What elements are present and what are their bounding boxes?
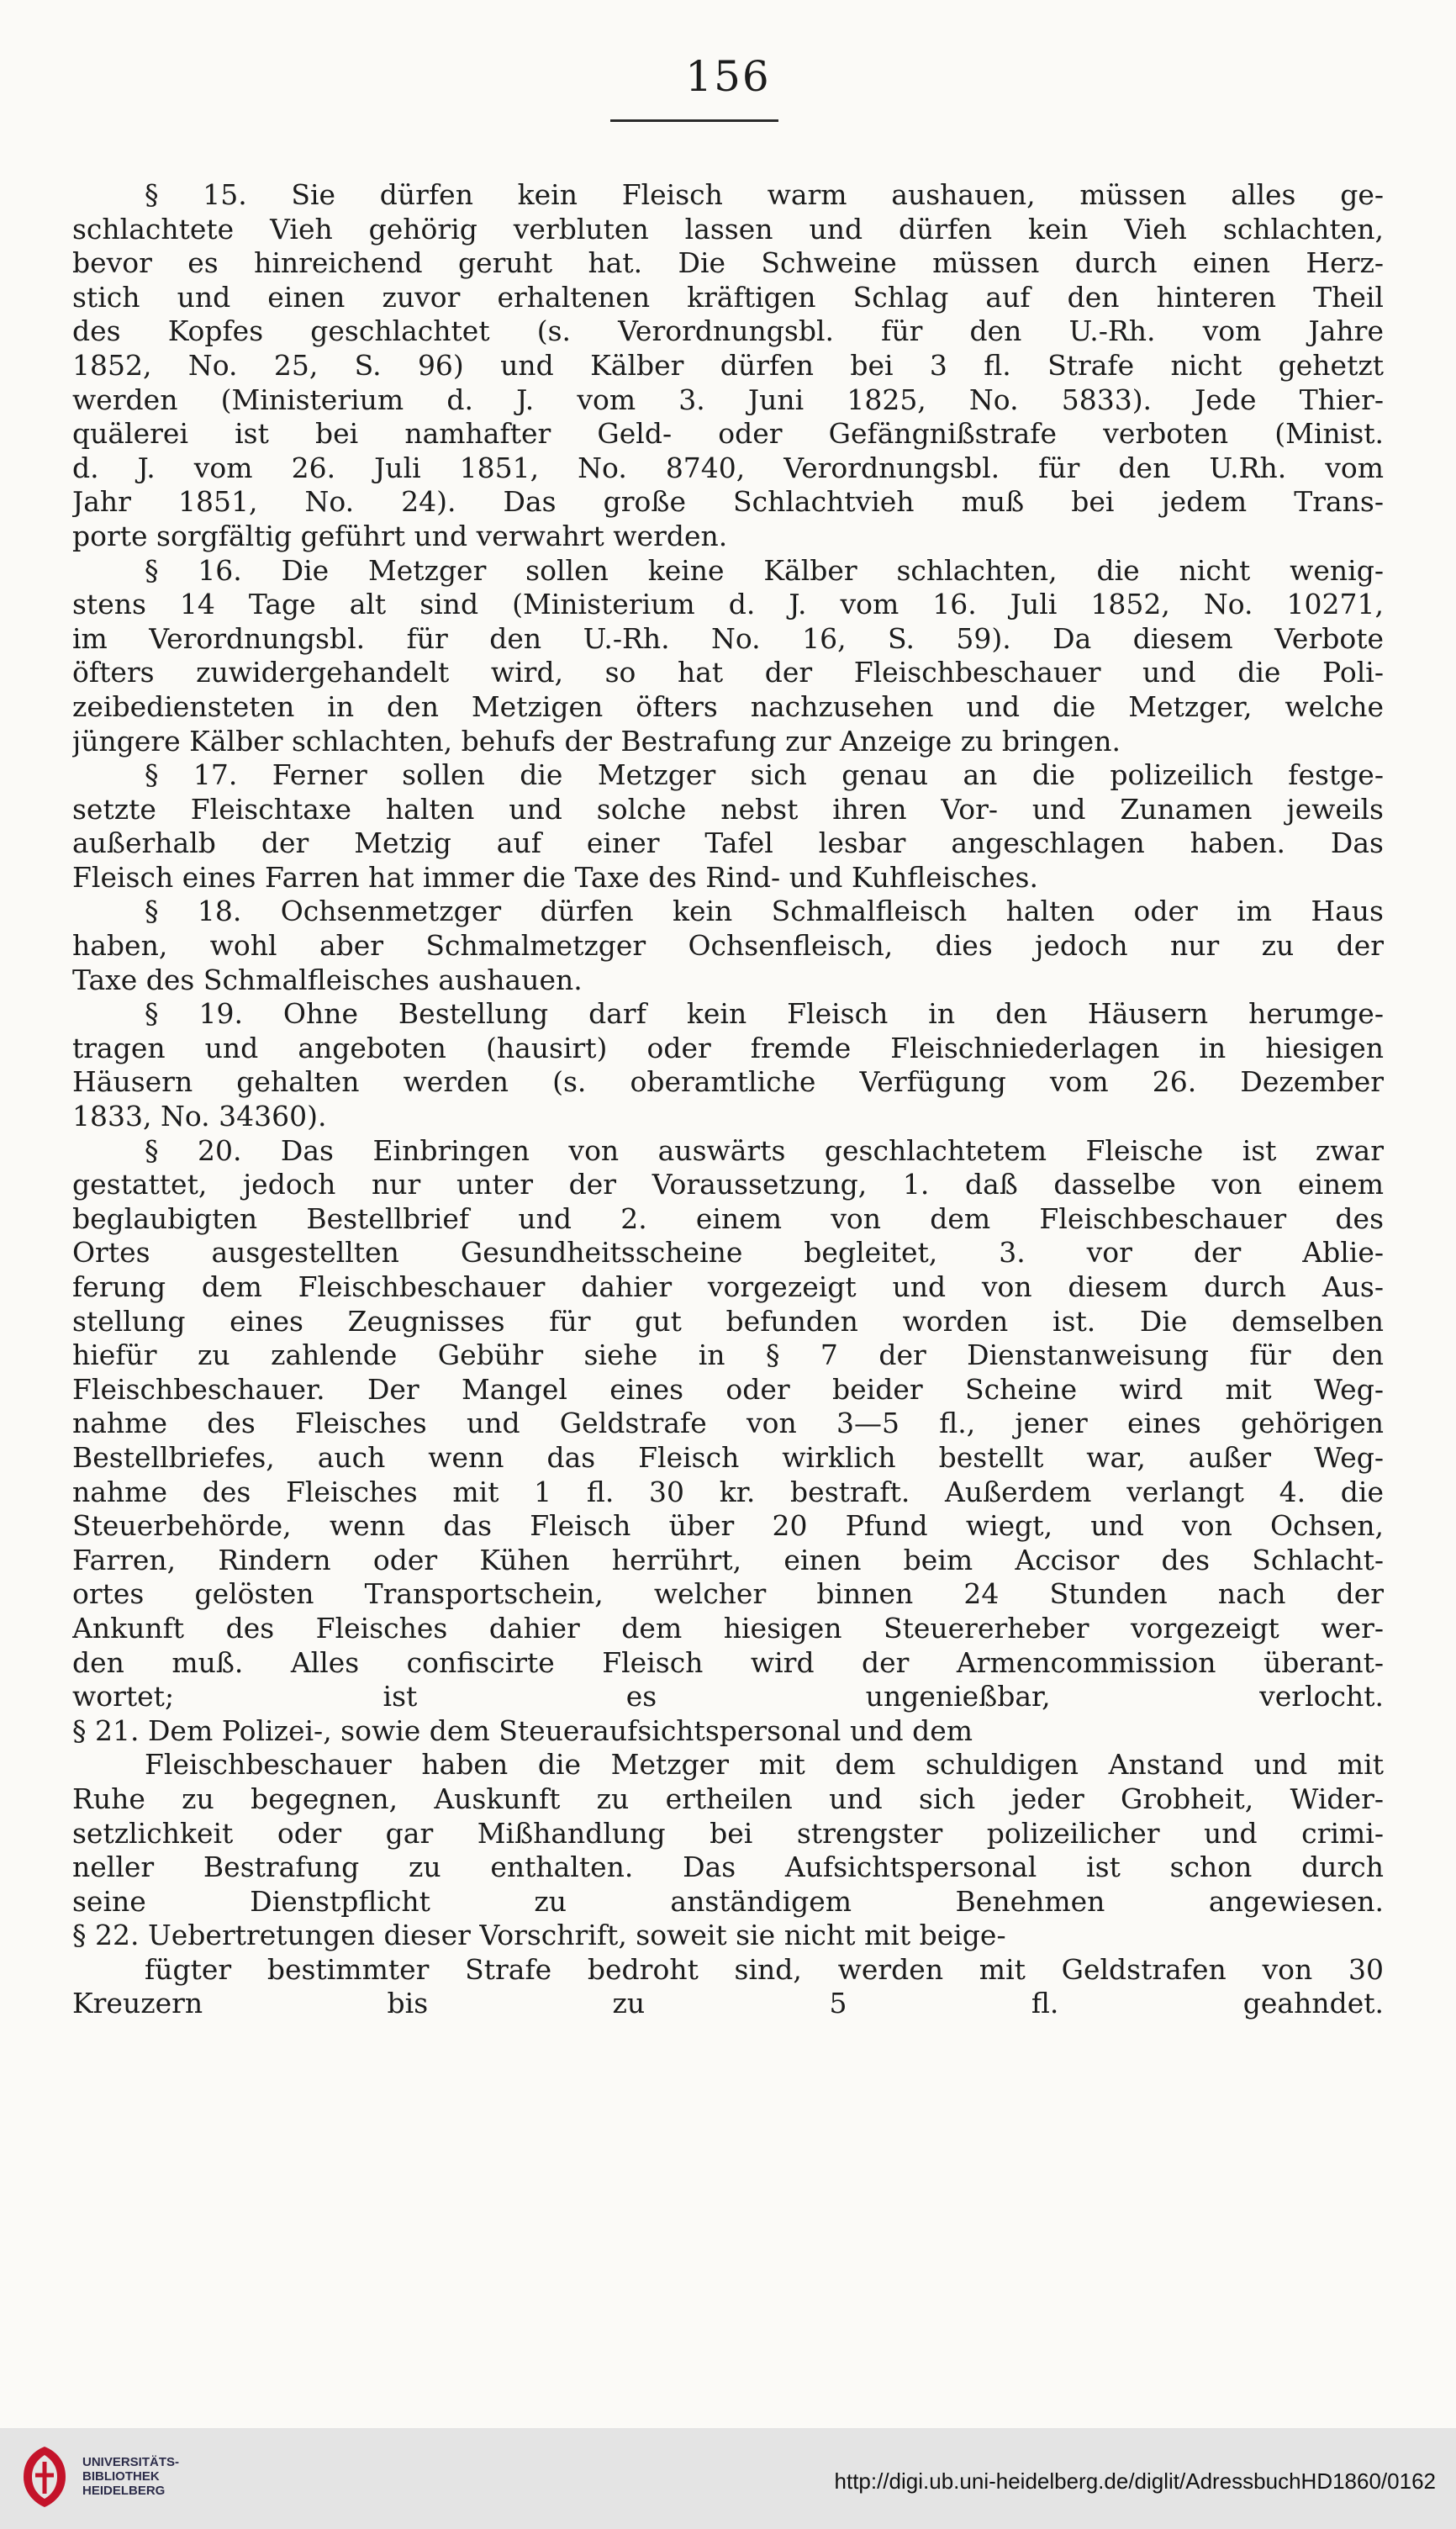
logo-line-2: BIBLIOTHEK bbox=[82, 2469, 160, 2484]
text-line: setzlichkeit oder gar Mißhandlung bei strengster polizeilicher und crimi- bbox=[72, 1816, 1384, 1850]
logo-line-1: UNIVERSITÄTS- bbox=[82, 2455, 180, 2469]
library-logo[interactable] bbox=[15, 2440, 200, 2516]
text-line: § 15. Sie dürfen kein Fleisch warm aushauen, müssen alles ge- bbox=[145, 178, 1384, 211]
text-line: 1852, No. 25, S. 96) und Kälber dürfen bei 3 fl. Strafe nicht gehetzt bbox=[72, 348, 1384, 382]
text-line: werden (Ministerium d. J. vom 3. Juni 1825, No. 5833). Jede Thier- bbox=[72, 383, 1384, 416]
text-line: außerhalb der Metzig auf einer Tafel lesbar angeschlagen haben. Das bbox=[72, 826, 1384, 860]
text-line: fügter bestimmter Strafe bedroht sind, werden mit Geldstrafen von 30 bbox=[145, 1952, 1384, 1986]
text-line: stens 14 Tage alt sind (Ministerium d. J. vom 16. Juli 1852, No. 10271, bbox=[72, 588, 1384, 621]
text-line: porte sorgfältig geführt und verwahrt werden. bbox=[72, 519, 728, 552]
text-line: Ankunft des Fleisches dahier dem hiesigen Steuererheber vorgezeigt wer- bbox=[72, 1611, 1384, 1645]
logo-line-3: HEIDELBERG bbox=[82, 2484, 166, 2498]
text-line: Ortes ausgestellten Gesundheitsscheine begleitet, 3. vor der Ablie- bbox=[72, 1236, 1384, 1270]
text-line: Steuerbehörde, wenn das Fleisch über 20 Pfund wiegt, und von Ochsen, bbox=[72, 1509, 1384, 1543]
text-line: schlachtete Vieh gehörig verbluten lassen und dürfen kein Vieh schlachten, bbox=[72, 212, 1384, 246]
text-line: § 17. Ferner sollen die Metzger sich genau an die polizeilich festge- bbox=[145, 758, 1384, 792]
footer-bar bbox=[0, 2428, 1456, 2529]
text-line: seine Dienstpflicht zu anständigem Benehmen angewiesen. bbox=[72, 1884, 1384, 1918]
text-line: § 18. Ochsenmetzger dürfen kein Schmalfleisch halten oder im Haus bbox=[145, 895, 1384, 928]
text-line: den muß. Alles confiscirte Fleisch wird der Armencommission überant- bbox=[72, 1645, 1384, 1679]
text-line: Kreuzern bis zu 5 fl. geahndet. bbox=[72, 1987, 1384, 2020]
footer-url-link[interactable]: http://digi.ub.uni-heidelberg.de/diglit/AdressbuchHD1860/0162 bbox=[834, 2468, 1436, 2494]
text-line: neller Bestrafung zu enthalten. Das Aufsichtspersonal ist schon durch bbox=[72, 1851, 1384, 1884]
text-line: nahme des Fleisches mit 1 fl. 30 kr. bestraft. Außerdem verlangt 4. die bbox=[72, 1475, 1384, 1508]
text-line: § 16. Die Metzger sollen keine Kälber schlachten, die nicht wenig- bbox=[145, 553, 1384, 587]
text-line: zeibediensteten in den Metzigen öfters nachzusehen und die Metzger, welche bbox=[72, 689, 1384, 723]
text-line: ortes gelösten Transportschein, welcher binnen 24 Stunden nach der bbox=[72, 1577, 1384, 1611]
text-line: haben, wohl aber Schmalmetzger Ochsenfleisch, dies jedoch nur zu der bbox=[72, 929, 1384, 963]
text-line: § 21. Dem Polizei-, sowie dem Steueraufsichtspersonal und dem bbox=[72, 1713, 973, 1747]
text-line: Häusern gehalten werden (s. oberamtliche Verfügung vom 26. Dezember bbox=[72, 1065, 1384, 1099]
text-line: d. J. vom 26. Juli 1851, No. 8740, Verordnungsbl. für den U.Rh. vom bbox=[72, 451, 1384, 484]
text-line: des Kopfes geschlachtet (s. Verordnungsbl. für den U.-Rh. vom Jahre bbox=[72, 314, 1384, 348]
text-line: Taxe des Schmalfleisches aushauen. bbox=[72, 963, 583, 996]
text-line: wortet; ist es ungenießbar, verlocht. bbox=[72, 1680, 1384, 1713]
text-line: Fleischbeschauer. Der Mangel eines oder beider Scheine wird mit Weg- bbox=[72, 1372, 1384, 1406]
text-line: Farren, Rindern oder Kühen herrührt, einen beim Accisor des Schlacht- bbox=[72, 1543, 1384, 1576]
page-number: 156 bbox=[685, 52, 771, 101]
text-line: tragen und angeboten (hausirt) oder fremde Fleischniederlagen in hiesigen bbox=[72, 1031, 1384, 1064]
text-line: hiefür zu zahlende Gebühr siehe in § 7 der Dienstanweisung für den bbox=[72, 1338, 1384, 1372]
text-line: nahme des Fleisches und Geldstrafe von 3—5 fl., jener eines gehörigen bbox=[72, 1407, 1384, 1440]
text-line: im Verordnungsbl. für den U.-Rh. No. 16, S. 59). Da diesem Verbote bbox=[72, 621, 1384, 655]
text-line: stich und einen zuvor erhaltenen kräftigen Schlag auf den hinteren Theil bbox=[72, 280, 1384, 314]
text-line: Bestellbriefes, auch wenn das Fleisch wirklich bestellt war, außer Weg- bbox=[72, 1440, 1384, 1474]
text-block bbox=[72, 178, 1384, 2021]
text-line: gestattet, jedoch nur unter der Voraussetzung, 1. daß dasselbe von einem bbox=[72, 1168, 1384, 1201]
text-line: Fleisch eines Farren hat immer die Taxe des Rind- und Kuhfleisches. bbox=[72, 860, 1038, 894]
text-line: jüngere Kälber schlachten, behufs der Bestrafung zur Anzeige zu bringen. bbox=[72, 724, 1121, 758]
text-line: § 20. Das Einbringen von auswärts geschlachtetem Fleische ist zwar bbox=[145, 1133, 1384, 1167]
text-line: § 22. Uebertretungen dieser Vorschrift, soweit sie nicht mit beige- bbox=[72, 1919, 1006, 1952]
text-line: Fleischbeschauer haben die Metzger mit dem schuldigen Anstand und mit bbox=[145, 1748, 1384, 1782]
seal-icon bbox=[15, 2443, 74, 2511]
text-line: bevor es hinreichend geruht hat. Die Schweine müssen durch einen Herz- bbox=[72, 246, 1384, 280]
text-line: ferung dem Fleischbeschauer dahier vorgezeigt und von diesem durch Aus- bbox=[72, 1270, 1384, 1303]
text-line: Jahr 1851, No. 24). Das große Schlachtvieh muß bei jedem Trans- bbox=[72, 485, 1384, 519]
header-rule bbox=[610, 119, 778, 122]
text-line: stellung eines Zeugnisses für gut befunden worden ist. Die demselben bbox=[72, 1304, 1384, 1338]
text-line: setzte Fleischtaxe halten und solche nebst ihren Vor- und Zunamen jeweils bbox=[72, 792, 1384, 826]
text-line: § 19. Ohne Bestellung darf kein Fleisch in den Häusern herumge- bbox=[145, 997, 1384, 1031]
text-line: Ruhe zu begegnen, Auskunft zu ertheilen und sich jeder Grobheit, Wider- bbox=[72, 1782, 1384, 1815]
text-line: quälerei ist bei namhafter Geld- oder Gefängnißstrafe verboten (Minist. bbox=[72, 417, 1384, 451]
text-line: beglaubigten Bestellbrief und 2. einem von dem Fleischbeschauer des bbox=[72, 1201, 1384, 1235]
text-line: öfters zuwidergehandelt wird, so hat der Fleischbeschauer und die Poli- bbox=[72, 656, 1384, 689]
text-line: 1833, No. 34360). bbox=[72, 1100, 327, 1133]
logo-text bbox=[82, 2455, 179, 2498]
